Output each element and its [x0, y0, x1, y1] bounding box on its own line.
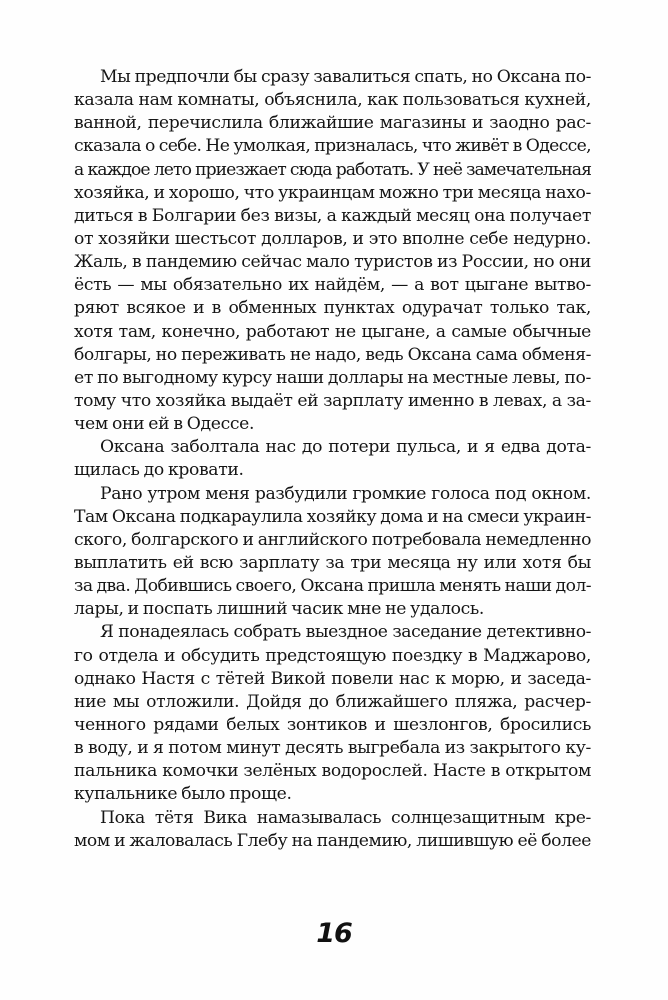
text-line: ского, болгарского и английского потребовала немедленно — [74, 529, 591, 550]
paragraph-first-line: Я понадеялась собрать выездное заседание детективно- — [100, 622, 591, 643]
text-line: а каждое лето приезжает сюда работать. У неё замечательная — [74, 159, 591, 180]
text-line: ет по выгодному курсу наши доллары на местные левы, по- — [74, 367, 591, 388]
text-line: за два. Добившись своего, Оксана пришла менять наши дол- — [74, 576, 591, 597]
text-line: пальника комочки зелёных водорослей. Насте в открытом — [74, 761, 591, 782]
text-line: Там Оксана подкараулила хозяйку дома и на смеси украин- — [74, 506, 591, 527]
text-line: казала нам комнаты, объяснила, как пользоваться кухней, — [74, 90, 591, 111]
text-line: ёсть — мы обязательно их найдём, — а вот цыгане вытво- — [74, 275, 591, 296]
text-line: тому что хозяйка выдаёт ей зарплату именно в левах, а за- — [74, 390, 591, 411]
text-line: ванной, перечислила ближайшие магазины и заодно рас- — [74, 113, 591, 134]
paragraph-first-line: Мы предпочли бы сразу завалиться спать, но Оксана по- — [100, 67, 591, 87]
text-line: мом и жаловалась Глебу на пандемию, лишившую её более — [74, 830, 591, 851]
text-line: болгары, но переживать не надо, ведь Оксана сама обменя- — [74, 344, 591, 365]
text-line: чем они ей в Одессе. — [74, 414, 255, 435]
text-line: однако Настя с тётей Викой повели нас к морю, и заседа- — [74, 668, 591, 689]
text-line: щилась до кровати. — [74, 460, 244, 481]
text-line: лары, и поспать лишний часик мне не удалось. — [74, 599, 485, 620]
text-line: в воду, и я потом минут десять выгребала из закрытого ку- — [74, 738, 591, 759]
text-line: го отдела и обсудить предстоящую поездку в Маджарово, — [74, 645, 591, 666]
paragraph-first-line: Пока тётя Вика намазывалась солнцезащитным кре- — [100, 807, 591, 828]
text-line: хотя там, конечно, работают не цыгане, а самые обычные — [74, 321, 591, 342]
text-line: ченного рядами белых зонтиков и шезлонгов, бросились — [74, 714, 591, 735]
text-line: ряют всякое и в обменных пунктах одурачат только так, — [74, 298, 591, 319]
text-line: Жаль, в пандемию сейчас мало туристов из России, но они — [74, 252, 591, 273]
text-line: от хозяйки шестьсот долларов, и это вполне себе недурно. — [74, 228, 591, 249]
text-line: купальнике было проще. — [74, 784, 292, 805]
text-line: ние мы отложили. Дойдя до ближайшего пляжа, расчер- — [74, 691, 591, 712]
text-line: сказала о себе. Не умолкая, призналась, что живёт в Одессе, — [74, 136, 591, 157]
paragraph-first-line: Оксана заболтала нас до потери пульса, и я едва дота- — [100, 437, 591, 458]
text-line: хозяйка, и хорошо, что украинцам можно три месяца нахо- — [74, 182, 591, 203]
page-number: 16 — [316, 918, 352, 949]
text-line: диться в Болгарии без визы, а каждый месяц она получает — [74, 205, 591, 226]
paragraph-first-line: Рано утром меня разбудили громкие голоса под окном. — [100, 483, 591, 504]
text-line: выплатить ей всю зарплату за три месяца ну или хотя бы — [74, 552, 591, 573]
body-text — [74, 66, 591, 853]
